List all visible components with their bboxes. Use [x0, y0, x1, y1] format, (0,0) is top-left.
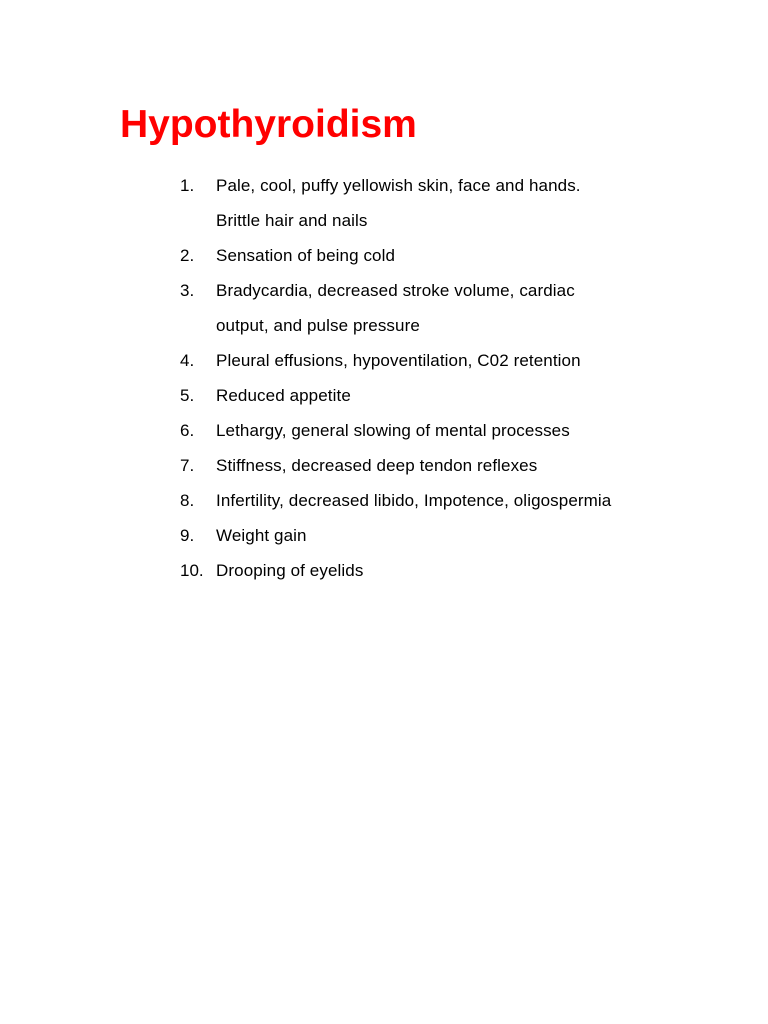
list-item-text: Bradycardia, decreased stroke volume, cardiac output, and pulse pressure — [216, 281, 575, 335]
list-item-text: Weight gain — [216, 526, 307, 545]
list-item — [180, 168, 620, 238]
symptom-list — [180, 168, 620, 588]
list-item-text: Sensation of being cold — [216, 246, 396, 265]
list-item-text: Reduced appetite — [216, 386, 351, 405]
list-item-number: 8. — [180, 491, 195, 510]
list-item-text: Pale, cool, puffy yellowish skin, face and hands. Brittle hair and nails — [216, 176, 581, 230]
list-item-number: 6. — [180, 421, 195, 440]
list-item-text: Pleural effusions, hypoventilation, C02 retention — [216, 351, 581, 370]
list-item-number: 4. — [180, 351, 195, 370]
list-item-text: Drooping of eyelids — [216, 561, 364, 580]
list-item — [180, 448, 620, 483]
list-item-number: 10. — [180, 561, 204, 580]
list-item — [180, 343, 620, 378]
list-item-number: 5. — [180, 386, 195, 405]
list-item-number: 1. — [180, 176, 195, 195]
list-item — [180, 483, 620, 518]
list-item — [180, 238, 620, 273]
list-item — [180, 518, 620, 553]
list-item-number: 2. — [180, 246, 195, 265]
list-item — [180, 378, 620, 413]
list-item — [180, 413, 620, 448]
page-title: Hypothyroidism — [120, 103, 417, 146]
list-item-text: Lethargy, general slowing of mental processes — [216, 421, 570, 440]
list-item — [180, 553, 620, 588]
list-item-number: 9. — [180, 526, 195, 545]
list-item-text: Stiffness, decreased deep tendon reflexes — [216, 456, 538, 475]
list-item-number: 7. — [180, 456, 195, 475]
list-item-number: 3. — [180, 281, 195, 300]
list-item-text: Infertility, decreased libido, Impotence, oligospermia — [216, 491, 612, 510]
list-item — [180, 273, 620, 343]
